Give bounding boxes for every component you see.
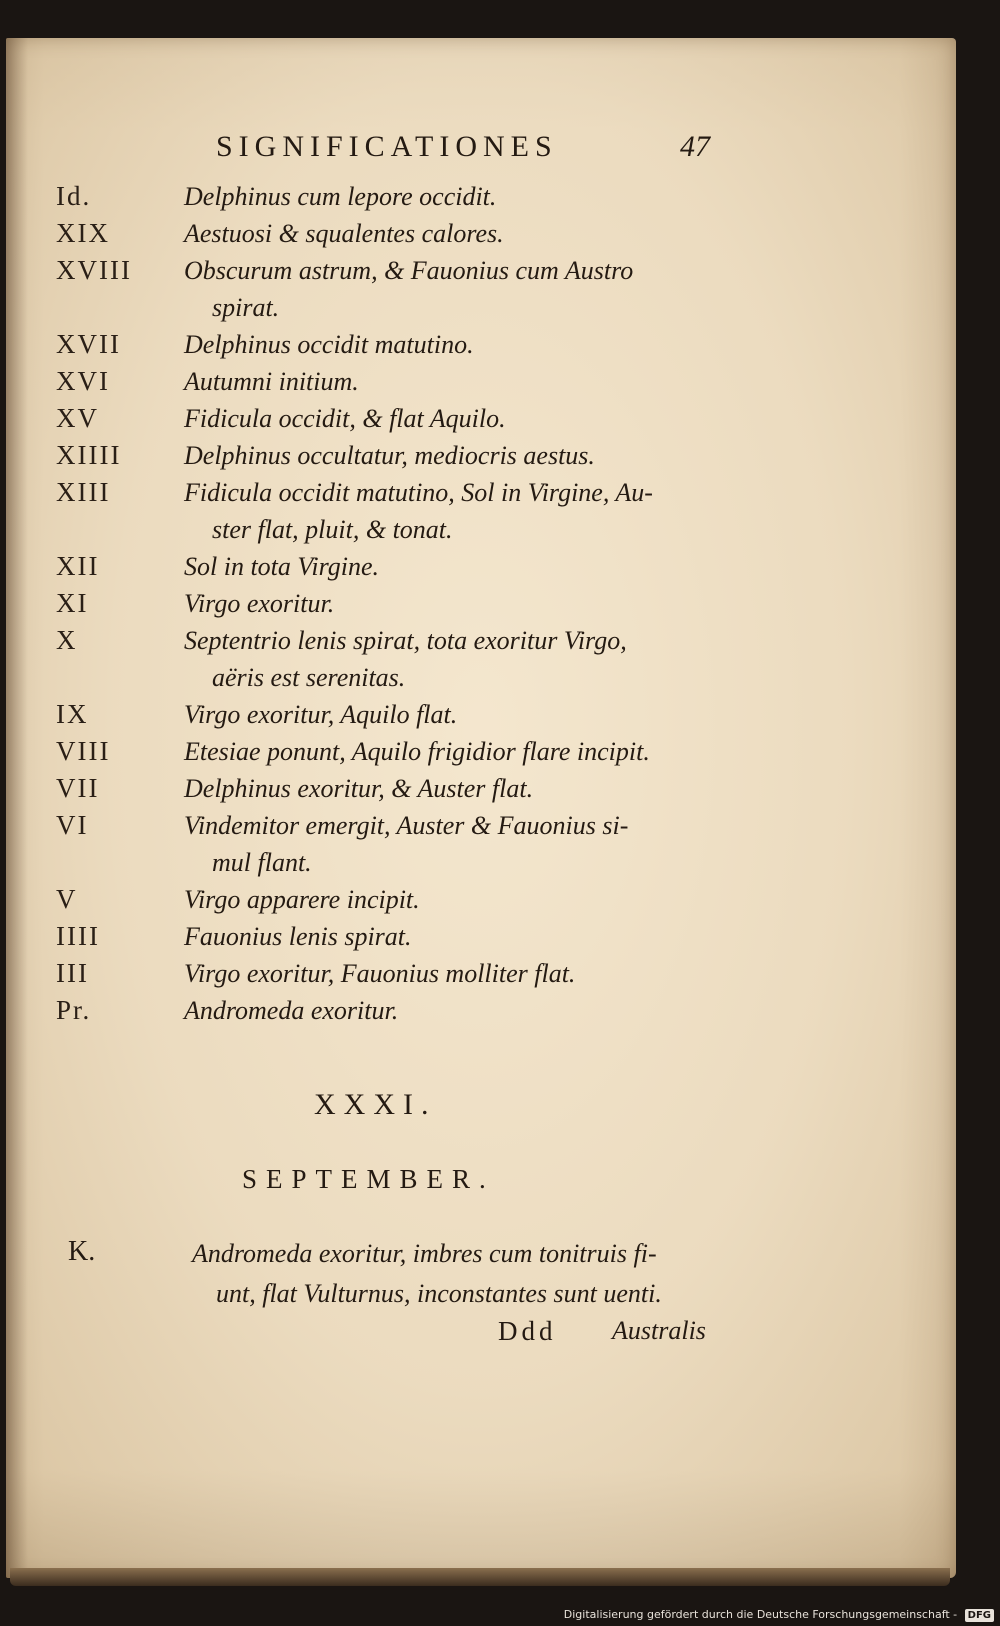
signature-mark: Ddd <box>498 1316 557 1346</box>
calendar-entry <box>56 955 736 992</box>
entry-text <box>184 918 736 955</box>
entry-line: Etesiae ponunt, Aquilo frigidior flare incipit. <box>184 737 650 766</box>
page-bottom-edge <box>10 1568 950 1586</box>
entry-text <box>184 548 736 585</box>
entry-text <box>184 178 736 215</box>
dfg-logo-icon: DFG <box>965 1609 994 1622</box>
entry-text <box>184 363 736 400</box>
entry-text <box>184 622 736 696</box>
calendar-entries <box>56 178 736 1029</box>
entry-text <box>184 585 736 622</box>
entry-continuation: spirat. <box>212 293 280 322</box>
entry-day: XI <box>56 588 89 618</box>
entry-line: Obscurum astrum, & Fauonius cum Austro <box>184 256 634 285</box>
entry-day: XVI <box>56 366 110 396</box>
credit-text: Digitalisierung gefördert durch die Deutsche Forschungsgemeinschaft - <box>563 1608 958 1621</box>
entry-day: IIII <box>56 921 100 951</box>
book-page <box>6 38 956 1578</box>
entry-line: Virgo exoritur, Aquilo flat. <box>184 700 458 729</box>
entry-day: Id. <box>56 181 92 211</box>
entry-day: X <box>56 625 78 655</box>
page-number: 47 <box>680 130 710 163</box>
entry-day: XIIII <box>56 440 122 470</box>
calendar-entry <box>56 252 736 326</box>
entry-text <box>184 252 736 326</box>
calendar-entry <box>56 696 736 733</box>
calendar-entry <box>56 881 736 918</box>
entry-day: VII <box>56 773 100 803</box>
entry-day: V <box>56 884 78 914</box>
entry-line: Autumni initium. <box>184 367 359 396</box>
entry-text <box>184 696 736 733</box>
page-spine-shadow <box>6 38 28 1578</box>
entry-day: XII <box>56 551 100 581</box>
entry-text <box>184 215 736 252</box>
entry-day: XIX <box>56 218 110 248</box>
entry-line: Aestuosi & squalentes calores. <box>184 219 504 248</box>
calendar-entry <box>56 918 736 955</box>
entry-line: Septentrio lenis spirat, tota exoritur Virgo, <box>184 626 627 655</box>
entry-line: Vindemitor emergit, Auster & Fauonius si- <box>184 811 629 840</box>
entry-line: Virgo exoritur. <box>184 589 335 618</box>
entry-line: Delphinus exoritur, & Auster flat. <box>184 774 534 803</box>
entry-text <box>184 326 736 363</box>
calendar-entry <box>56 733 736 770</box>
entry-day: Pr. <box>56 995 92 1025</box>
entry-continuation: mul flant. <box>212 848 312 877</box>
entry-line: Delphinus occidit matutino. <box>184 330 474 359</box>
entry-line: Delphinus occultatur, mediocris aestus. <box>184 441 595 470</box>
calendar-entry <box>56 326 736 363</box>
entry-text <box>184 881 736 918</box>
running-head: SIGNIFICATIONES <box>216 130 558 163</box>
entry-text <box>184 400 736 437</box>
entry-text <box>184 807 736 881</box>
calendar-entry <box>56 622 736 696</box>
calendar-entry <box>56 437 736 474</box>
calendar-entry <box>56 585 736 622</box>
entry-line: Sol in tota Virgine. <box>184 552 379 581</box>
entry-text <box>184 437 736 474</box>
entry-day: XVII <box>56 329 121 359</box>
entry-text <box>184 770 736 807</box>
entry-line: Fidicula occidit matutino, Sol in Virgine, Au- <box>184 478 653 507</box>
calendar-entry <box>56 363 736 400</box>
entry-continuation: unt, flat Vulturnus, inconstantes sunt uenti. <box>216 1279 662 1308</box>
entry-line: Virgo exoritur, Fauonius molliter flat. <box>184 959 576 988</box>
entry-line: Virgo apparere incipit. <box>184 885 420 914</box>
entry-continuation: aëris est serenitas. <box>212 663 406 692</box>
kalends-day: K. <box>68 1236 96 1267</box>
entry-day: VI <box>56 810 89 840</box>
calendar-entry <box>56 215 736 252</box>
entry-line: Delphinus cum lepore occidit. <box>184 182 497 211</box>
calendar-entry <box>56 807 736 881</box>
entry-text <box>184 474 736 548</box>
calendar-entry <box>56 474 736 548</box>
entry-day: XIII <box>56 477 111 507</box>
entry-day: IX <box>56 699 89 729</box>
calendar-entry <box>56 400 736 437</box>
kalends-text <box>192 1234 752 1314</box>
calendar-entry <box>56 770 736 807</box>
entry-line: Fauonius lenis spirat. <box>184 922 412 951</box>
calendar-entry <box>56 548 736 585</box>
calendar-entry <box>56 992 736 1029</box>
entry-day: VIII <box>56 736 111 766</box>
entry-text <box>184 733 736 770</box>
digitization-credit <box>564 1608 994 1622</box>
catchword: Australis <box>612 1316 706 1345</box>
entry-day: XV <box>56 403 99 433</box>
entry-text <box>184 955 736 992</box>
calendar-entry <box>56 178 736 215</box>
entry-line: Andromeda exoritur, imbres cum tonitruis fi- <box>192 1239 657 1268</box>
entry-continuation: ster flat, pluit, & tonat. <box>212 515 453 544</box>
entry-line: Andromeda exoritur. <box>184 996 399 1025</box>
entry-day: XVIII <box>56 255 132 285</box>
month-heading: SEPTEMBER. <box>242 1164 495 1194</box>
section-number: XXXI. <box>314 1088 437 1121</box>
entry-day: III <box>56 958 89 988</box>
entry-text <box>184 992 736 1029</box>
entry-line: Fidicula occidit, & flat Aquilo. <box>184 404 506 433</box>
